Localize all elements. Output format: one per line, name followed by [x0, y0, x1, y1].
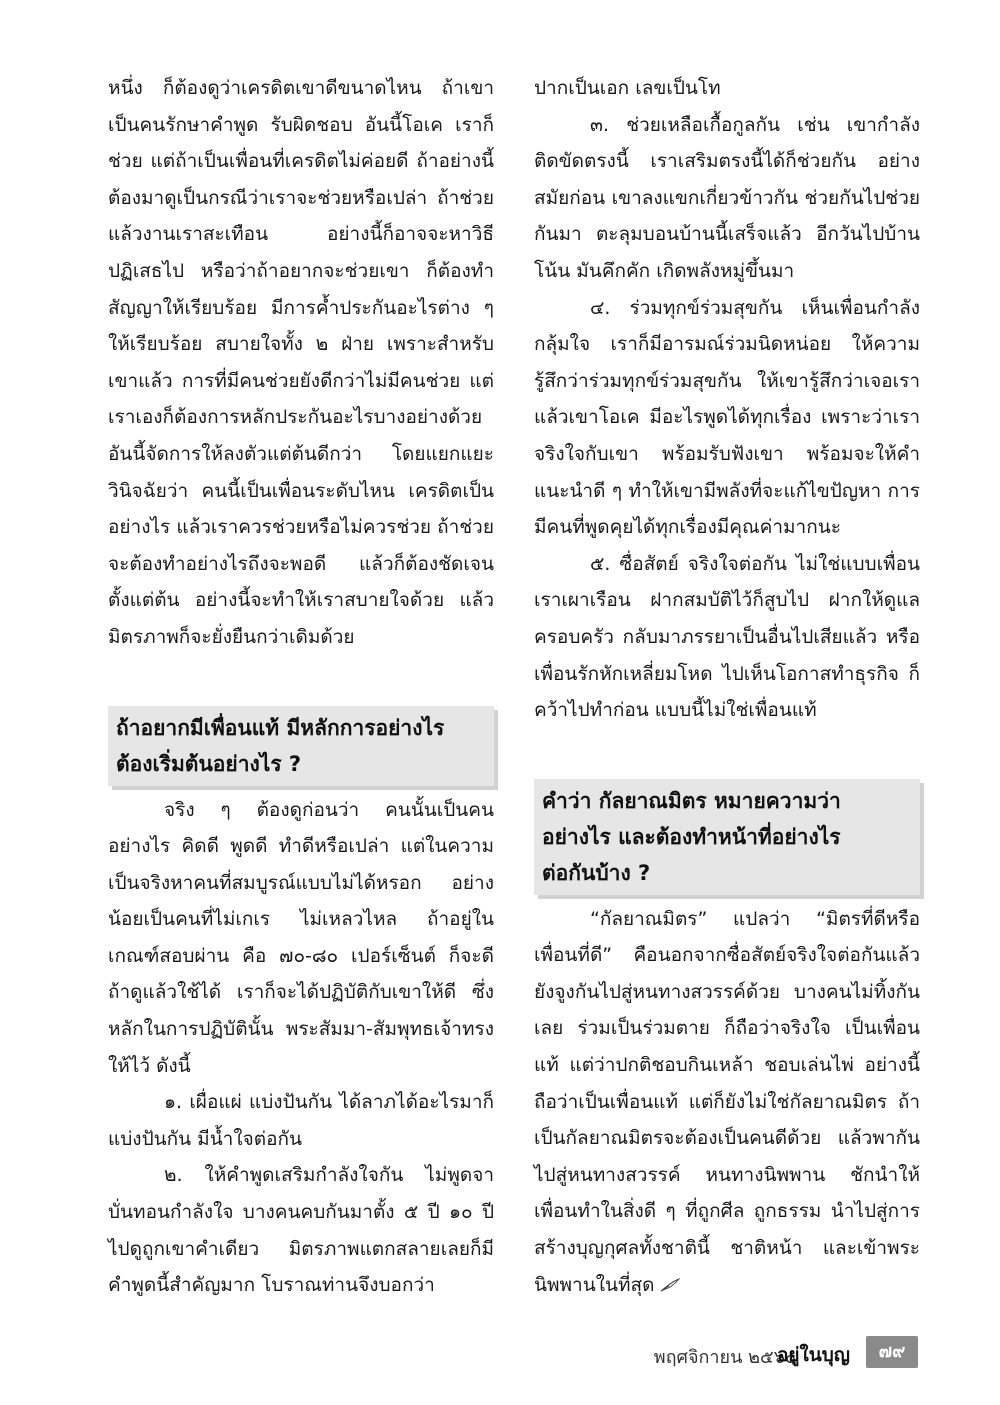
right-paragraph-3: ๔. ร่วมทุกข์ร่วมสุขกัน เห็นเพื่อนกำลังกลุ้มใจ เราก็มีอารมณ์ร่วมนิดหน่อย ให้ความรู้สึกว่าร่วมทุกข์ร่วมสุขกัน ให้เขารู้สึกว่าเจอเราแล้วเขาโอเค มีอะไรพูดได้ทุกเรื่อง เพราะว่าเราจริงใจกับเขา พร้อมรับฟังเขา พร้อมจะให้คำแนะนำดี ๆ ทำให้เขามีพลังที่จะแก้ไขปัญหา การมีคนที่พูดคุยได้ทุกเรื่องมีคุณค่ามากนะ [534, 296, 920, 539]
left-heading-line-2: ต้องเริ่มต้นอย่างไร ? [116, 751, 302, 776]
left-paragraph-1: หนึ่ง ก็ต้องดูว่าเครดิตเขาดีขนาดไหน ถ้าเขาเป็นคนรักษาคำพูด รับผิดชอบ อันนี้โอเค เราก็ช่วย แต่ถ้าเป็นเพื่อนที่เครดิตไม่ค่อยดี ถ้าอย่างนี้ต้องมาดูเป็นกรณีว่าเราจะช่วยหรือเปล่า ถ้าช่วยแล้วงานเราสะเทือน อย่างนี้ก็อาจจะหาวิธีปฏิเสธไป หรือว่าถ้าอยากจะช่วยเขา ก็ต้องทำสัญญาให้เรียบร้อย มีการค้ำประกันอะไรต่าง ๆ ให้เรียบร้อย สบายใจทั้ง ๒ ฝ่าย เพราะสำหรับเขาแล้ว การที่มีคนช่วยยังดีกว่าไม่มีคนช่วย แต่เราเองก็ต้องการหลักประกันอะไรบางอย่างด้วย อันนี้จัดการให้ลงตัวแต่ต้นดีกว่า โดยแยกแยะวินิจฉัยว่า คนนี้เป็นเพื่อนระดับไหน เครดิตเป็นอย่างไร แล้วเราควรช่วยหรือไม่ควรช่วย ถ้าช่วยจะต้องทำอย่างไรถึงจะพอดี แล้วก็ต้องชัดเจนตั้งแต่ต้น อย่างนี้จะทำให้เราสบายใจด้วย แล้วมิตรภาพก็จะยั่งยืนกว่าเดิมด้วย [108, 77, 494, 648]
right-section-heading [534, 779, 920, 895]
left-section-heading [108, 706, 494, 786]
right-heading-line-3: ต่อกันบ้าง ? [542, 860, 651, 885]
right-paragraph-5-text: “กัลยาณมิตร” แปลว่า “มิตรที่ดีหรือเพื่อนที่ดี” คือนอกจากซื่อสัตย์จริงใจต่อกันแล้ว ยังจูงกันไปสู่หนทางสวรรค์ด้วย บางคนไม่ทิ้งกันเลย ร่วมเป็นร่วมตาย ก็ถือว่าจริงใจ เป็นเพื่อนแท้ แต่ว่าปกติชอบกินเหล้า ชอบเล่นไพ่ อย่างนี้ถือว่าเป็นเพื่อนแท้ แต่ก็ยังไม่ใช่กัลยาณมิตร ถ้าเป็นกัลยาณมิตรจะต้องเป็นคนดีด้วย แล้วพากันไปสู่หนทางสวรรค์ หนทางนิพพาน ชักนำให้เพื่อนทำในสิ่งดี ๆ ที่ถูกศีล ถูกธรรม นำไปสู่การสร้างบุญกุศลทั้งชาตินี้ ชาติหน้า และเข้าพระนิพพานในที่สุด [534, 907, 920, 1296]
left-paragraph-2: จริง ๆ ต้องดูก่อนว่า คนนั้นเป็นคนอย่างไร คิดดี พูดดี ทำดีหรือเปล่า แต่ในความเป็นจริงหาคนที่สมบูรณ์แบบไม่ได้หรอก อย่างน้อยเป็นคนที่ไม่เกเร ไม่เหลวไหล ถ้าอยู่ในเกณฑ์สอบผ่าน คือ ๗๐-๘๐ เปอร์เซ็นต์ ก็จะดี ถ้าดูแล้วใช้ได้ เราก็จะได้ปฏิบัติกับเขาให้ดี ซึ่งหลักในการปฏิบัตินั้น พระสัมมา-สัมพุทธเจ้าทรงให้ไว้ ดังนี้ [108, 798, 494, 1077]
left-heading-line-1: ถ้าอยากมีเพื่อนแท้ มีหลักการอย่างไร [116, 715, 445, 740]
right-paragraph-1: ปากเป็นเอก เลขเป็นโท [534, 77, 721, 99]
right-paragraph-5 [534, 901, 920, 1304]
page-footer [0, 1336, 1000, 1376]
right-column [534, 70, 920, 1303]
left-paragraph-3: ๑. เผื่อแผ่ แบ่งปันกัน ได้ลาภได้อะไรมาก็แบ่งปันกัน มีน้ำใจต่อกัน [108, 1091, 494, 1150]
left-paragraph-4: ๒. ให้คำพูดเสริมกำลังใจกัน ไม่พูดจาบั่นทอนกำลังใจ บางคนคบกันมาตั้ง ๕ ปี ๑๐ ปี ไปดูถูกเขาคำเดียว มิตรภาพแตกสลายเลยก็มี คำพูดนี้สำคัญมาก โบราณท่านจึงบอกว่า [108, 1164, 495, 1297]
footer-month-year: พฤศจิกายน ๒๕๖๐ [653, 1347, 796, 1368]
right-heading-line-1: คำว่า กัลยาณมิตร หมายความว่า [542, 788, 841, 813]
right-heading-line-2: อย่างไร และต้องทำหน้าที่อย่างไร [542, 824, 841, 849]
left-column [108, 70, 494, 1304]
footer-magazine-name: อยู่ในบุญ [776, 1344, 850, 1366]
right-paragraph-2: ๓. ช่วยเหลือเกื้อกูลกัน เช่น เขากำลังติดขัดตรงนี้ เราเสริมตรงนี้ได้ก็ช่วยกัน อย่างสมัยก่อน เขาลงแขกเกี่ยวข้าวกัน ช่วยกันไปช่วยกันมา ตะลุมบอนบ้านนี้เสร็จแล้ว อีกวันไปบ้านโน้น มันคึกคัก เกิดพลังหมู่ขึ้นมา [534, 113, 920, 282]
page-number-badge: ๗๙ [866, 1336, 918, 1368]
feather-quill-icon [660, 1278, 680, 1292]
right-paragraph-4: ๕. ซื่อสัตย์ จริงใจต่อกัน ไม่ใช่แบบเพื่อนเราเผาเรือน ฝากสมบัติไว้ก็สูบไป ฝากให้ดูแลครอบครัว กลับมาภรรยาเป็นอื่นไปเสียแล้ว หรือเพื่อนรักหักเหลี่ยมโหด ไปเห็นโอกาสทำธุรกิจ ก็คว้าไปทำก่อน แบบนี้ไม่ใช่เพื่อนแท้ [534, 552, 920, 722]
